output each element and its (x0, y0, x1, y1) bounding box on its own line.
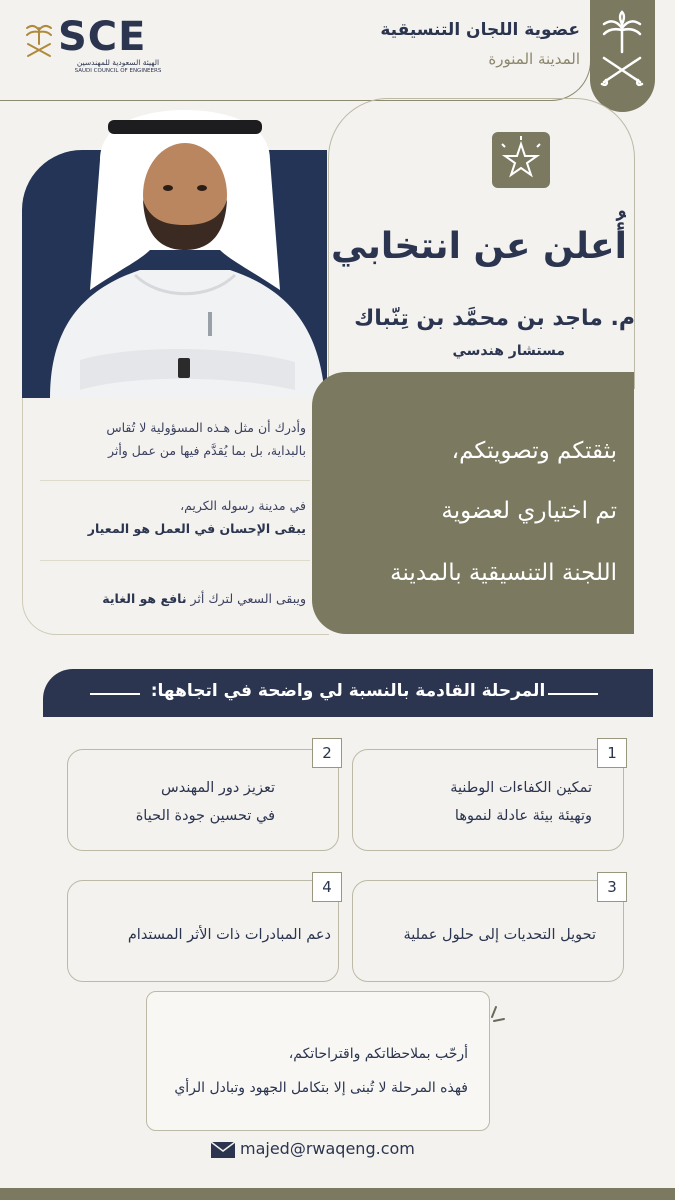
note-line-2: فهذه المرحلة لا تُبنى إلا بتكامل الجهود وتبادل الرأي (174, 1080, 468, 1096)
highlight-line-2: تم اختياري لعضوية (441, 498, 617, 524)
profile-photo (40, 100, 330, 398)
footer-bar (0, 1188, 675, 1200)
sce-logo-english: SAUDI COUNCIL OF ENGINEERS (74, 68, 162, 74)
candidate-name: م. ماجد بن محمَّد بن تِنّباك (354, 306, 635, 331)
saudi-emblem-icon (590, 0, 655, 112)
goal-4-line-1: دعم المبادرات ذات الأثر المستدام (127, 927, 331, 943)
contact-email[interactable]: majed@rwaqeng.com (240, 1139, 415, 1158)
paragraph-2-line-2: يبقى الإحسان في العمل هو المعيار (87, 521, 306, 536)
paragraph-2-line-1: في مدينة رسوله الكريم، (180, 498, 306, 513)
highlight-line-1: بثقتكم وتصويتكم، (451, 438, 617, 464)
paragraph-1-line-2: بالبداية، بل بما يُقدَّم فيها من عمل وأثر (107, 443, 306, 458)
mail-icon (210, 1141, 236, 1159)
goal-number-3: 3 (597, 872, 627, 902)
goal-number-2: 2 (312, 738, 342, 768)
goal-3-line-1: تحويل التحديات إلى حلول عملية (403, 927, 596, 943)
header-subtitle: المدينة المنورة (488, 50, 580, 68)
goal-1-line-1: تمكين الكفاءات الوطنية (450, 780, 592, 796)
goal-2-line-2: في تحسين جودة الحياة (135, 808, 275, 824)
sce-palm-logo-icon (22, 18, 56, 62)
divider (40, 560, 310, 561)
paragraph-3-part-2: نافع هو الغاية (102, 591, 187, 606)
section-title: المرحلة القادمة بالنسبة لي واضحة في اتجاهها: (150, 681, 546, 701)
header-title: عضوية اللجان التنسيقية (380, 20, 580, 40)
sce-logo-text: SCE (58, 14, 147, 60)
announcement-title: أُعلن عن انتخابي (330, 226, 627, 267)
goal-number-4: 4 (312, 872, 342, 902)
goal-card-1 (352, 749, 624, 851)
highlight-line-3: اللجنة التنسيقية بالمدينة (390, 560, 617, 586)
note-line-1: أرحّب بملاحظاتكم واقتراحاتكم، (288, 1046, 468, 1062)
emblem-box (590, 0, 655, 112)
goal-card-2 (67, 749, 339, 851)
sce-logo-arabic: الهيئة السعودية للمهندسين (76, 58, 160, 67)
paragraph-1-line-1: وأدرك أن مثل هـذه المسؤولية لا تُقاس (106, 420, 306, 435)
paragraph-3-part-1: ويبقى السعي لترك أثر (186, 591, 306, 606)
paragraph-3 (42, 591, 306, 606)
divider (40, 480, 310, 481)
star-badge (492, 132, 550, 188)
star-icon (492, 132, 550, 188)
candidate-role: مستشار هندسي (452, 343, 565, 359)
goal-number-1: 1 (597, 738, 627, 768)
goal-2-line-1: تعزيز دور المهندس (161, 780, 275, 796)
goal-1-line-2: وتهيئة بيئة عادلة لنموها (454, 808, 592, 824)
